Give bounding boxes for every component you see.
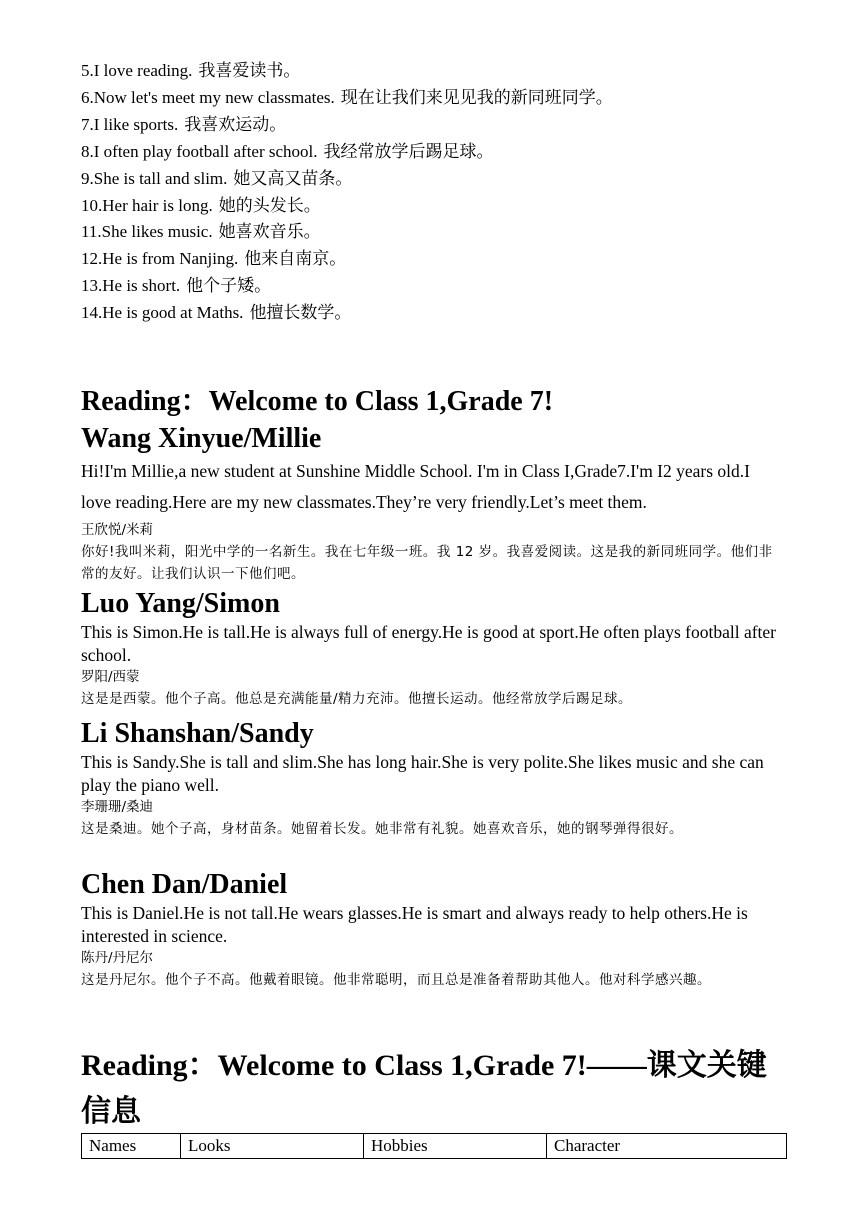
column-header-character: Character <box>547 1134 787 1159</box>
sentence-item <box>81 112 801 139</box>
person-name-millie: Wang Xinyue/Millie <box>81 423 322 454</box>
sentence-cn: 他擅长数学。 <box>249 303 352 323</box>
person-intro-cn-millie: 你好!我叫米莉，阳光中学的一名新生。我在七年级一班。我 12 岁。我喜爱阅读。这是我的新同班同学。他们非常的友好。让我们认识一下他们吧。 <box>81 544 773 582</box>
reading-section <box>81 382 781 585</box>
sentence-item <box>81 139 801 166</box>
person-intro-en-sandy: This is Sandy.She is tall and slim.She has long hair.She is very polite.She likes music and she can play the piano well. <box>81 752 764 795</box>
sentence-item <box>81 219 801 246</box>
sentence-en: 13.He is short. <box>81 276 181 296</box>
reading-title: Reading：Welcome to Class 1,Grade 7! <box>81 386 554 417</box>
person-name-simon: Luo Yang/Simon <box>81 588 280 619</box>
sentence-en: 12.He is from Nanjing. <box>81 249 239 269</box>
sentence-item <box>81 85 801 112</box>
sentence-list <box>81 58 801 327</box>
person-intro-en-millie: Hi!I'm Millie,a new student at Sunshine Middle School. I'm in Class I,Grade7.I'm I2 years old.I love reading.Here are my new classmates.They’re very friendly.Let’s meet them. <box>81 461 750 512</box>
sentence-cn: 他个子矮。 <box>186 276 272 296</box>
key-info-table <box>81 1133 787 1159</box>
sentence-item <box>81 246 801 273</box>
column-header-names: Names <box>82 1134 181 1159</box>
sentence-item <box>81 58 801 85</box>
sentence-item <box>81 300 801 327</box>
sentence-cn: 她的头发长。 <box>218 195 321 215</box>
sentence-en: 9.She is tall and slim. <box>81 168 228 188</box>
sentence-en: 6.Now let's meet my new classmates. <box>81 87 335 107</box>
person-cn-name-sandy: 李珊珊/桑迪 <box>81 799 154 815</box>
sentence-en: 11.She likes music. <box>81 222 213 242</box>
person-block-sandy <box>81 717 781 840</box>
table-header-row <box>82 1134 787 1159</box>
sentence-item <box>81 166 801 193</box>
person-cn-name-daniel: 陈丹/丹尼尔 <box>81 950 154 966</box>
sentence-en: 7.I like sports. <box>81 114 179 134</box>
person-intro-cn-simon: 这是是西蒙。他个子高。他总是充满能量/精力充沛。他擅长运动。他经常放学后踢足球。 <box>81 691 633 707</box>
sentence-en: 10.Her hair is long. <box>81 195 213 215</box>
sentence-cn: 她喜欢音乐。 <box>218 222 321 242</box>
sentence-en: 14.He is good at Maths. <box>81 303 244 323</box>
sentence-cn: 她又高又苗条。 <box>233 168 353 188</box>
column-header-looks: Looks <box>181 1134 364 1159</box>
sentence-item <box>81 273 801 300</box>
person-name-sandy: Li Shanshan/Sandy <box>81 718 314 749</box>
sentence-en: 5.I love reading. <box>81 61 193 80</box>
person-intro-cn-sandy: 这是桑迪。她个子高，身材苗条。她留着长发。她非常有礼貌。她喜欢音乐，她的钢琴弹得很好。 <box>81 821 683 837</box>
sentence-item <box>81 193 801 220</box>
person-block-simon <box>81 587 781 710</box>
sentence-cn: 现在让我们来见见我的新同班同学。 <box>340 87 613 107</box>
sentence-en: 8.I often play football after school. <box>81 141 318 161</box>
column-header-hobbies: Hobbies <box>364 1134 547 1159</box>
sentence-cn: 我经常放学后踢足球。 <box>323 141 494 161</box>
person-cn-name-simon: 罗阳/西蒙 <box>81 669 140 685</box>
sentence-cn: 我喜欢运动。 <box>184 114 287 134</box>
person-intro-cn-daniel: 这是丹尼尔。他个子不高。他戴着眼镜。他非常聪明，而且总是准备着帮助其他人。他对科学感兴趣。 <box>81 972 711 988</box>
person-cn-name-millie: 王欣悦/米莉 <box>81 522 154 538</box>
sentence-cn: 我喜爱读书。 <box>198 61 301 80</box>
sentence-cn: 他来自南京。 <box>244 249 347 269</box>
key-info-title: Reading：Welcome to Class 1,Grade 7!——课文关键信息 <box>81 1049 767 1128</box>
person-block-daniel <box>81 868 781 991</box>
person-intro-en-simon: This is Simon.He is tall.He is always full of energy.He is good at sport.He often plays football after school. <box>81 622 777 665</box>
person-name-daniel: Chen Dan/Daniel <box>81 869 288 900</box>
person-intro-en-daniel: This is Daniel.He is not tall.He wears glasses.He is smart and always ready to help others.He is interested in science. <box>81 903 748 946</box>
